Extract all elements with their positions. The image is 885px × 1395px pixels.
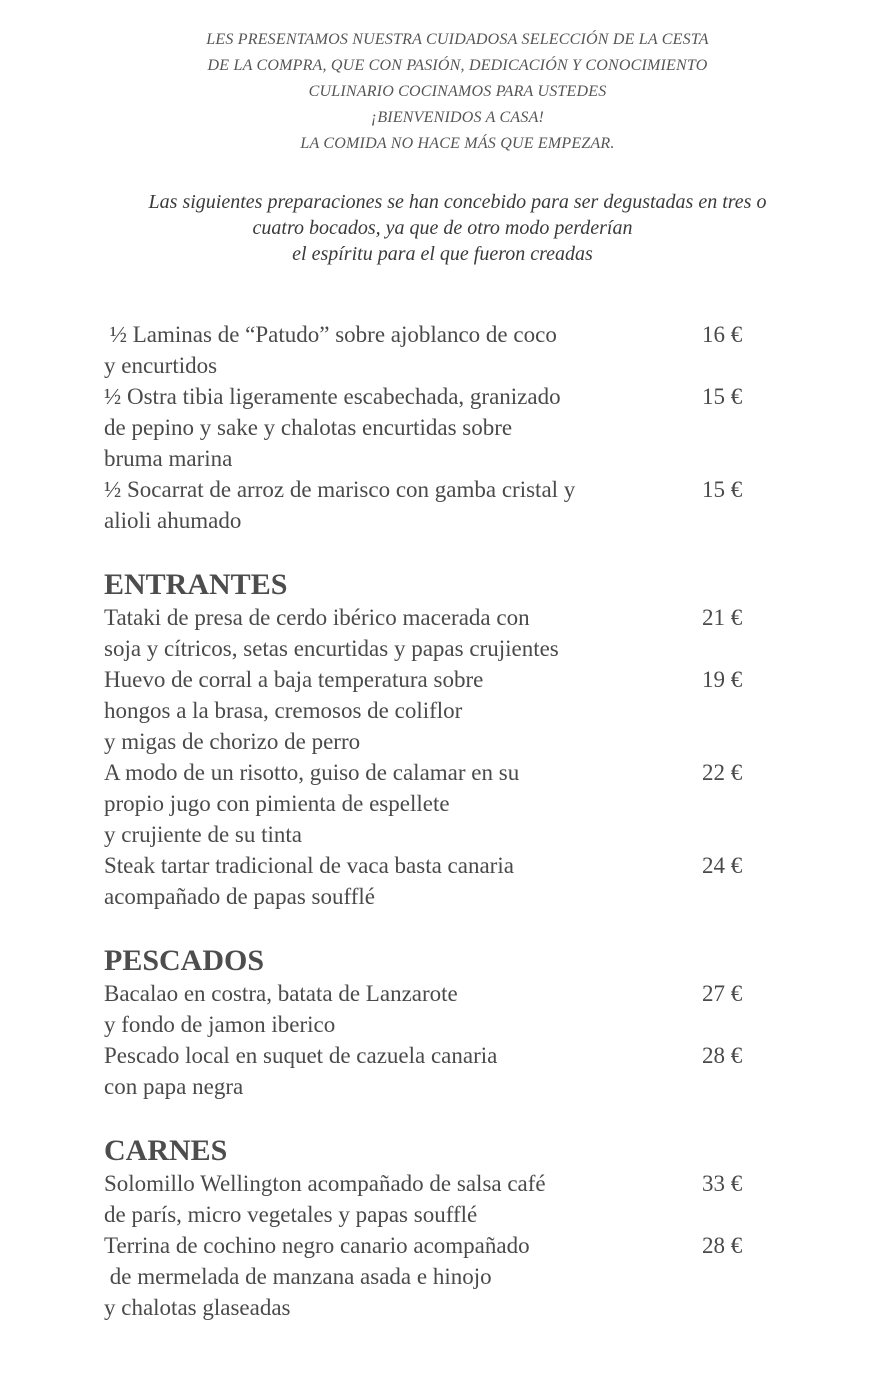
dish-line: Tataki de presa de cerdo ibérico macerada con xyxy=(104,605,530,630)
section-title-carnes: CARNES xyxy=(104,1134,228,1167)
dish-price: 27 € xyxy=(702,981,743,1006)
dish-line: con papa negra xyxy=(104,1074,244,1099)
menu-item xyxy=(104,474,764,536)
tasting-note xyxy=(0,189,885,267)
dish-description xyxy=(104,602,674,664)
menu xyxy=(104,319,764,1323)
menu-item xyxy=(104,1040,764,1102)
dish-line: Solomillo Wellington acompañado de salsa café xyxy=(104,1171,546,1196)
tasting-note-line: Las siguientes preparaciones se han concebido para ser degustadas en tres o xyxy=(148,191,767,213)
dish-line: y fondo de jamon iberico xyxy=(104,1012,336,1037)
tasting-note-line: cuatro bocados, ya que de otro modo perderían xyxy=(252,217,633,239)
dish-price: 15 € xyxy=(702,384,743,409)
menu-item xyxy=(104,757,764,850)
menu-item xyxy=(104,1230,764,1323)
dish-line: Pescado local en suquet de cazuela canaria xyxy=(104,1043,498,1068)
section-title-pescados: PESCADOS xyxy=(104,944,265,977)
dish-description xyxy=(104,1168,674,1230)
dish-line: de parís, micro vegetales y papas soufflé xyxy=(104,1202,478,1227)
menu-item xyxy=(104,978,764,1040)
intro-line: LA COMIDA NO HACE MÁS QUE EMPEZAR. xyxy=(300,135,615,152)
dish-line: de mermelada de manzana asada e hinojo xyxy=(104,1264,492,1289)
dish-line: ½ Ostra tibia ligeramente escabechada, granizado xyxy=(104,384,561,409)
dish-description xyxy=(104,850,674,912)
section-title-entrantes: ENTRANTES xyxy=(104,568,288,601)
dish-line: hongos a la brasa, cremosos de coliflor xyxy=(104,698,463,723)
menu-item xyxy=(104,850,764,912)
dish-description xyxy=(104,757,674,850)
dish-line: propio jugo con pimienta de espellete xyxy=(104,791,450,816)
intro-line: CULINARIO COCINAMOS PARA USTEDES xyxy=(308,83,607,100)
dish-price: 28 € xyxy=(702,1043,743,1068)
menu-item xyxy=(104,1168,764,1230)
dish-line: y encurtidos xyxy=(104,353,218,378)
dish-line: de pepino y sake y chalotas encurtidas sobre xyxy=(104,415,513,440)
dish-price: 24 € xyxy=(702,853,743,878)
intro-line: ¡BIENVENIDOS A CASA! xyxy=(370,109,545,126)
dish-line: Steak tartar tradicional de vaca basta canaria xyxy=(104,853,514,878)
intro-text xyxy=(0,27,885,157)
tasting-note-line: el espíritu para el que fueron creadas xyxy=(292,243,593,265)
dish-line: ½ Socarrat de arroz de marisco con gamba cristal y xyxy=(104,477,576,502)
dish-price: 22 € xyxy=(702,760,743,785)
dish-price: 21 € xyxy=(702,605,743,630)
dish-line: soja y cítricos, setas encurtidas y papas crujientes xyxy=(104,636,559,661)
dish-line: Terrina de cochino negro canario acompañado xyxy=(104,1233,530,1258)
dish-line: bruma marina xyxy=(104,446,233,471)
dish-line: y crujiente de su tinta xyxy=(104,822,302,847)
intro-line: LES PRESENTAMOS NUESTRA CUIDADOSA SELECCIÓN DE LA CESTA xyxy=(206,31,709,48)
dish-description xyxy=(104,319,674,381)
dish-description xyxy=(104,664,674,757)
dish-line: A modo de un risotto, guiso de calamar en su xyxy=(104,760,520,785)
dish-description xyxy=(104,1230,674,1323)
dish-line: ½ Laminas de “Patudo” sobre ajoblanco de coco xyxy=(104,322,557,347)
dish-line: y chalotas glaseadas xyxy=(104,1295,291,1320)
dish-price: 33 € xyxy=(702,1171,743,1196)
intro-line: DE LA COMPRA, QUE CON PASIÓN, DEDICACIÓN Y CONOCIMIENTO xyxy=(207,57,708,74)
menu-item xyxy=(104,664,764,757)
dish-description xyxy=(104,381,674,474)
dish-line: alioli ahumado xyxy=(104,508,242,533)
dish-description xyxy=(104,1040,674,1102)
dish-line: y migas de chorizo de perro xyxy=(104,729,361,754)
menu-item xyxy=(104,319,764,381)
dish-description xyxy=(104,474,674,536)
dish-line: Huevo de corral a baja temperatura sobre xyxy=(104,667,484,692)
menu-item xyxy=(104,381,764,474)
dish-price: 28 € xyxy=(702,1233,743,1258)
dish-price: 16 € xyxy=(702,322,743,347)
menu-item xyxy=(104,602,764,664)
dish-price: 15 € xyxy=(702,477,743,502)
dish-description xyxy=(104,978,674,1040)
dish-line: Bacalao en costra, batata de Lanzarote xyxy=(104,981,458,1006)
dish-price: 19 € xyxy=(702,667,743,692)
dish-line: acompañado de papas soufflé xyxy=(104,884,376,909)
